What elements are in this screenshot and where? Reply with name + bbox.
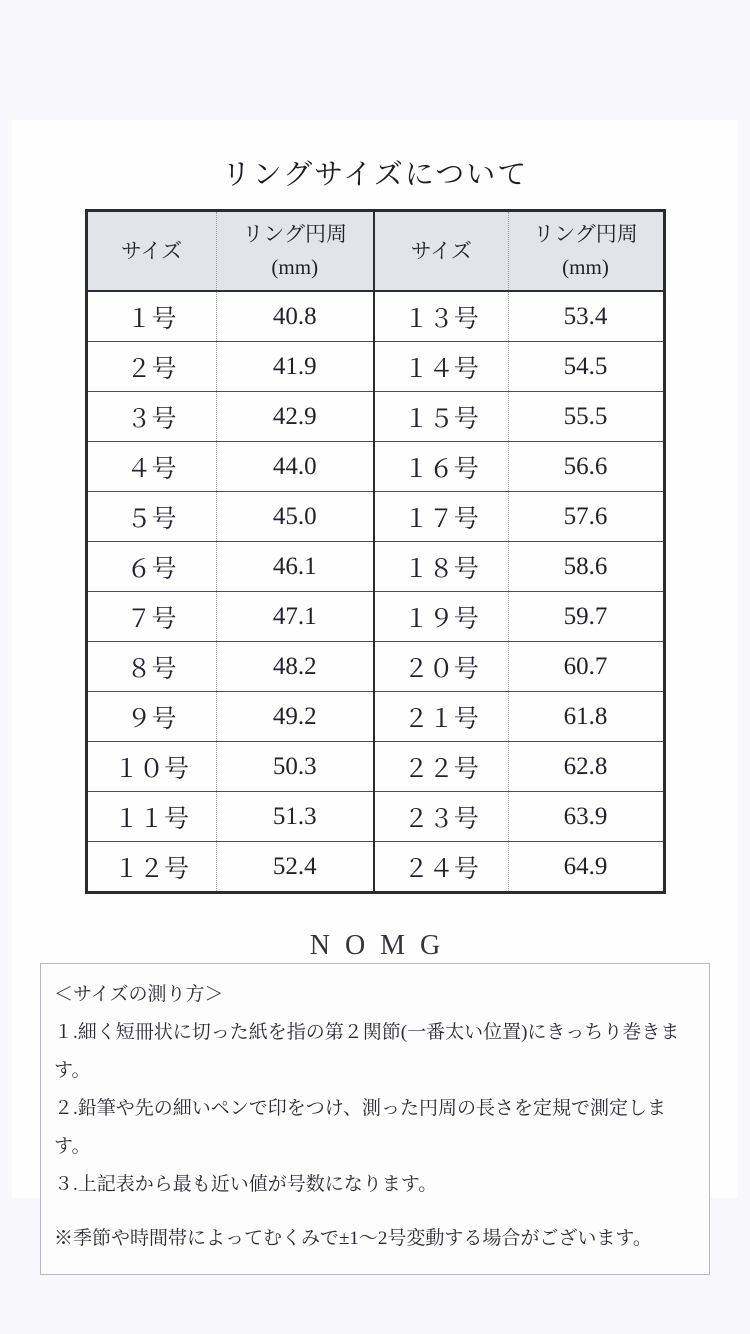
- size-cell: １５号: [374, 392, 508, 442]
- size-cell: １８号: [374, 542, 508, 592]
- table-row: [86, 291, 664, 342]
- size-cell: ９号: [86, 692, 216, 742]
- instruction-step: ３.上記表から最も近い値が号数になります。: [54, 1174, 438, 1195]
- circumference-cell: 64.9: [508, 842, 664, 893]
- circumference-cell: 40.8: [216, 291, 374, 342]
- circumference-cell: 63.9: [508, 792, 664, 842]
- header-size-left: サイズ: [86, 211, 216, 292]
- circumference-cell: 45.0: [216, 492, 374, 542]
- size-cell: ８号: [86, 642, 216, 692]
- size-cell: ６号: [86, 542, 216, 592]
- table-header-row: [86, 211, 664, 292]
- size-cell: １７号: [374, 492, 508, 542]
- table-row: [86, 642, 664, 692]
- size-cell: １３号: [374, 291, 508, 342]
- circumference-cell: 60.7: [508, 642, 664, 692]
- circumference-cell: 44.0: [216, 442, 374, 492]
- table-row: [86, 392, 664, 442]
- content-card: [12, 120, 738, 1249]
- size-cell: ７号: [86, 592, 216, 642]
- brand-logo-text: NOMG: [309, 930, 456, 961]
- table-row: [86, 342, 664, 392]
- size-cell: １４号: [374, 342, 508, 392]
- table-row: [86, 692, 664, 742]
- circumference-cell: 55.5: [508, 392, 664, 442]
- table-row: [86, 742, 664, 792]
- circumference-cell: 52.4: [216, 842, 374, 893]
- circumference-cell: 57.6: [508, 492, 664, 542]
- header-circ-right-line1: リング円周: [533, 222, 638, 247]
- size-cell: １６号: [374, 442, 508, 492]
- size-cell: ２１号: [374, 692, 508, 742]
- table-row: [86, 842, 664, 893]
- page-title: リングサイズについて: [221, 159, 529, 191]
- table-row: [86, 792, 664, 842]
- instructions-heading: ＜サイズの測り方＞: [54, 984, 224, 1005]
- circumference-cell: 58.6: [508, 542, 664, 592]
- circumference-cell: 56.6: [508, 442, 664, 492]
- ring-size-table: [85, 209, 666, 894]
- header-circumference-left: [216, 211, 374, 292]
- instruction-step: １.細く短冊状に切った紙を指の第２関節(一番太い位置)にきっちり巻きます。: [54, 1022, 680, 1081]
- circumference-cell: 51.3: [216, 792, 374, 842]
- size-cell: １９号: [374, 592, 508, 642]
- table-row: [86, 442, 664, 492]
- header-size-right: サイズ: [374, 211, 508, 292]
- size-cell: ３号: [86, 392, 216, 442]
- table-row: [86, 592, 664, 642]
- circumference-cell: 41.9: [216, 342, 374, 392]
- size-cell: １０号: [86, 742, 216, 792]
- size-cell: ５号: [86, 492, 216, 542]
- size-cell: ２０号: [374, 642, 508, 692]
- table-row: [86, 492, 664, 542]
- size-cell: １２号: [86, 842, 216, 893]
- size-cell: １１号: [86, 792, 216, 842]
- size-cell: ２２号: [374, 742, 508, 792]
- table-row: [86, 542, 664, 592]
- size-cell: ２４号: [374, 842, 508, 893]
- size-cell: ２３号: [374, 792, 508, 842]
- circumference-cell: 42.9: [216, 392, 374, 442]
- circumference-cell: 48.2: [216, 642, 374, 692]
- seasonal-variation-note: ※季節や時間帯によってむくみで±1～2号変動する場合がございます。: [54, 1228, 652, 1249]
- header-circ-right-line2: (mm): [562, 255, 609, 279]
- circumference-cell: 62.8: [508, 742, 664, 792]
- circumference-cell: 50.3: [216, 742, 374, 792]
- circumference-cell: 46.1: [216, 542, 374, 592]
- size-cell: ２号: [86, 342, 216, 392]
- header-circumference-right: [508, 211, 664, 292]
- header-circ-left-line1: リング円周: [242, 222, 348, 247]
- header-circ-left-line2: (mm): [271, 255, 319, 279]
- circumference-cell: 49.2: [216, 692, 374, 742]
- size-cell: ４号: [86, 442, 216, 492]
- instruction-step: ２.鉛筆や先の細いペンで印をつけ、測った円周の長さを定規で測定します。: [54, 1098, 666, 1157]
- circumference-cell: 54.5: [508, 342, 664, 392]
- circumference-cell: 47.1: [216, 592, 374, 642]
- size-cell: １号: [86, 291, 216, 342]
- circumference-cell: 61.8: [508, 692, 664, 742]
- circumference-cell: 53.4: [563, 302, 608, 330]
- measurement-instructions-box: [40, 963, 710, 1275]
- circumference-cell: 59.7: [508, 592, 664, 642]
